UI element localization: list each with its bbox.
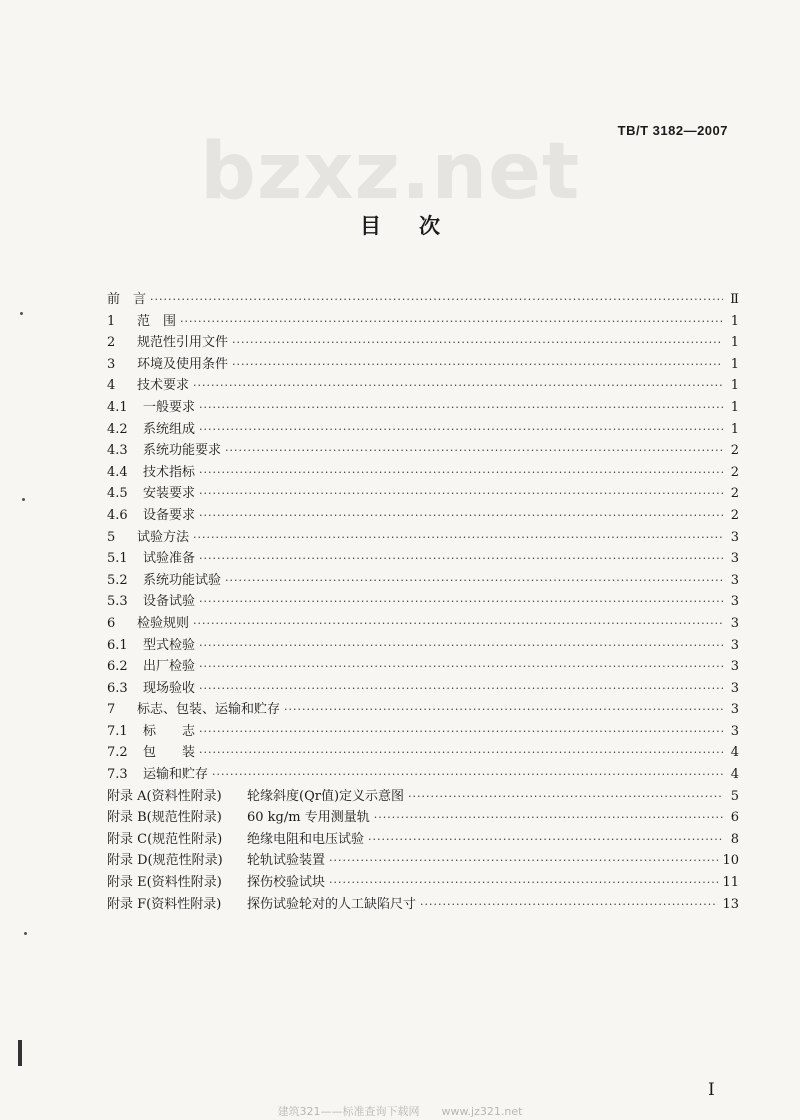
dot-leader xyxy=(199,746,723,759)
toc-entry-number: 1 xyxy=(107,313,116,329)
toc-entry-number: 5.3 xyxy=(107,594,128,610)
table-of-contents xyxy=(107,288,739,914)
toc-entry-number: 4 xyxy=(107,378,116,394)
toc-entry[interactable] xyxy=(107,590,739,612)
toc-entry[interactable] xyxy=(107,677,739,699)
dot-leader xyxy=(150,293,723,306)
toc-entry-page: 3 xyxy=(730,702,739,718)
toc-entry-label: 规范性引用文件 xyxy=(137,335,229,351)
toc-entry[interactable] xyxy=(107,828,739,850)
toc-entry-page: 11 xyxy=(722,875,739,891)
toc-entry-label: 前 言 xyxy=(107,292,147,307)
toc-entry[interactable] xyxy=(107,612,739,634)
toc-entry-label: 标 志 xyxy=(143,723,196,739)
toc-entry-label: 型式检验 xyxy=(143,637,196,653)
toc-entry-page: 1 xyxy=(730,356,739,372)
toc-entry-label: 探伤试验轮对的人工缺陷尺寸 xyxy=(247,896,417,912)
toc-entry-number: 附录 B(规范性附录) xyxy=(107,810,222,826)
toc-entry-label: 技术要求 xyxy=(137,378,190,394)
dot-leader xyxy=(193,617,723,630)
toc-entry-page: 3 xyxy=(730,723,739,739)
toc-entry[interactable] xyxy=(107,720,739,742)
toc-entry-page: 2 xyxy=(730,486,739,502)
toc-entry-number: 4.3 xyxy=(107,443,128,459)
toc-entry-page: 1 xyxy=(730,378,739,394)
page-number: I xyxy=(708,1080,715,1100)
scan-edge-mark xyxy=(18,1040,22,1066)
dot-leader xyxy=(199,423,723,436)
dot-leader xyxy=(374,811,723,824)
toc-entry-label: 轮轨试验装置 xyxy=(247,853,326,869)
toc-entry[interactable] xyxy=(107,634,739,656)
toc-entry[interactable] xyxy=(107,353,739,375)
toc-entry-number: 6.3 xyxy=(107,680,128,696)
dot-leader xyxy=(199,401,723,414)
toc-entry-page: 1 xyxy=(730,421,739,437)
toc-entry-number: 7.2 xyxy=(107,745,128,761)
toc-entry[interactable] xyxy=(107,482,739,504)
toc-entry-label: 60 kg/m 专用测量轨 xyxy=(247,810,370,826)
toc-entry-number: 4.5 xyxy=(107,486,128,502)
dot-leader xyxy=(199,639,723,652)
dot-leader xyxy=(420,898,718,911)
toc-entry-number: 4.4 xyxy=(107,464,128,480)
dot-leader xyxy=(180,315,723,328)
toc-entry[interactable] xyxy=(107,785,739,807)
toc-entry-number: 5.1 xyxy=(107,551,128,567)
dot-leader xyxy=(199,552,723,565)
toc-entry-number: 附录 D(规范性附录) xyxy=(107,853,223,869)
toc-entry-label: 运输和贮存 xyxy=(143,767,209,783)
dot-leader xyxy=(368,833,723,846)
toc-entry-page: 2 xyxy=(730,464,739,480)
toc-entry[interactable] xyxy=(107,504,739,526)
dot-leader xyxy=(199,595,723,608)
dot-leader xyxy=(225,574,723,587)
toc-entry-number: 7 xyxy=(107,702,116,718)
dot-leader xyxy=(284,703,723,716)
footer-watermark: 建筑321——标准查询下载网 www.jz321.net xyxy=(277,1105,523,1118)
toc-entry-page: 3 xyxy=(730,551,739,567)
toc-entry-page: 3 xyxy=(730,659,739,675)
dot-leader xyxy=(408,790,723,803)
toc-entry[interactable] xyxy=(107,849,739,871)
toc-entry[interactable] xyxy=(107,310,739,332)
toc-entry-label: 系统功能要求 xyxy=(143,443,222,459)
toc-entry[interactable] xyxy=(107,288,739,310)
dot-leader xyxy=(193,531,723,544)
toc-entry-number: 7.3 xyxy=(107,767,128,783)
toc-entry-label: 一般要求 xyxy=(143,399,196,415)
toc-entry-page: 1 xyxy=(730,335,739,351)
toc-entry[interactable] xyxy=(107,698,739,720)
toc-entry-number: 3 xyxy=(107,356,116,372)
toc-entry[interactable] xyxy=(107,374,739,396)
toc-entry[interactable] xyxy=(107,741,739,763)
toc-entry[interactable] xyxy=(107,655,739,677)
toc-entry-label: 设备要求 xyxy=(143,507,196,523)
toc-entry-label: 安装要求 xyxy=(143,486,196,502)
dot-leader xyxy=(329,854,718,867)
dot-leader xyxy=(212,768,723,781)
toc-entry-label: 系统组成 xyxy=(143,421,196,437)
toc-entry-label: 包 装 xyxy=(143,745,196,761)
standard-code: TB/T 3182—2007 xyxy=(617,123,728,138)
toc-entry-page: 1 xyxy=(730,399,739,415)
toc-entry-number: 7.1 xyxy=(107,723,128,739)
toc-entry-page: 13 xyxy=(722,896,739,912)
toc-entry-page: 3 xyxy=(730,680,739,696)
dot-leader xyxy=(329,876,718,889)
toc-entry-number: 5 xyxy=(107,529,116,545)
dot-leader xyxy=(199,682,723,695)
toc-entry-page: 3 xyxy=(730,637,739,653)
toc-entry-number: 4.6 xyxy=(107,507,128,523)
toc-entry-label: 标志、包装、运输和贮存 xyxy=(137,702,281,718)
toc-entry-number: 6.2 xyxy=(107,659,128,675)
toc-entry[interactable] xyxy=(107,871,739,893)
toc-entry-label: 探伤校验试块 xyxy=(247,875,326,891)
toc-entry-page: 1 xyxy=(730,313,739,329)
toc-entry-page: 2 xyxy=(730,507,739,523)
toc-entry[interactable] xyxy=(107,439,739,461)
dot-leader xyxy=(199,509,723,522)
toc-entry-page: 3 xyxy=(730,594,739,610)
toc-entry-number: 附录 E(资料性附录) xyxy=(107,875,222,891)
toc-entry-number: 4.2 xyxy=(107,421,128,437)
toc-entry-label: 环境及使用条件 xyxy=(137,356,229,372)
toc-entry-label: 技术指标 xyxy=(143,464,196,480)
toc-entry[interactable] xyxy=(107,526,739,548)
toc-entry-page: 2 xyxy=(730,443,739,459)
toc-entry[interactable] xyxy=(107,331,739,353)
toc-entry[interactable] xyxy=(107,461,739,483)
toc-entry[interactable] xyxy=(107,396,739,418)
toc-entry-number: 2 xyxy=(107,335,116,351)
toc-entry-page: 4 xyxy=(730,745,739,761)
toc-entry-page: Ⅱ xyxy=(730,292,739,307)
toc-entry[interactable] xyxy=(107,418,739,440)
toc-entry-label: 现场验收 xyxy=(143,680,196,696)
dot-leader xyxy=(225,444,723,457)
toc-entry[interactable] xyxy=(107,806,739,828)
toc-entry-page: 3 xyxy=(730,529,739,545)
title-char-1: 目 xyxy=(360,213,381,238)
dot-leader xyxy=(232,336,723,349)
dot-leader xyxy=(232,358,723,371)
toc-entry-page: 5 xyxy=(730,788,739,804)
toc-entry[interactable] xyxy=(107,893,739,915)
toc-entry-number: 附录 C(规范性附录) xyxy=(107,831,223,847)
dot-leader xyxy=(199,725,723,738)
toc-entry-number: 5.2 xyxy=(107,572,128,588)
toc-entry-page: 3 xyxy=(730,572,739,588)
toc-entry-label: 绝缘电阻和电压试验 xyxy=(247,831,365,847)
toc-entry-label: 系统功能试验 xyxy=(143,572,222,588)
toc-entry-number: 4.1 xyxy=(107,399,128,415)
toc-entry-number: 6.1 xyxy=(107,637,128,653)
dot-leader xyxy=(199,660,723,673)
toc-entry-number: 附录 A(资料性附录) xyxy=(107,788,222,804)
toc-entry-label: 试验方法 xyxy=(137,529,190,545)
toc-entry-page: 6 xyxy=(730,810,739,826)
title-char-2: 次 xyxy=(419,213,440,238)
toc-entry-page: 4 xyxy=(730,767,739,783)
toc-entry-number: 附录 F(资料性附录) xyxy=(107,896,222,912)
toc-entry-label: 检验规则 xyxy=(137,615,190,631)
toc-entry-label: 出厂检验 xyxy=(143,659,196,675)
dot-leader xyxy=(193,379,723,392)
toc-entry-label: 设备试验 xyxy=(143,594,196,610)
toc-entry[interactable] xyxy=(107,569,739,591)
toc-entry-page: 8 xyxy=(730,831,739,847)
toc-entry[interactable] xyxy=(107,763,739,785)
watermark: bzxz.net xyxy=(200,127,581,217)
toc-entry-label: 试验准备 xyxy=(143,551,196,567)
toc-entry-label: 轮缘斜度(Qr值)定义示意图 xyxy=(247,788,405,804)
page-title xyxy=(0,210,800,240)
dot-leader xyxy=(199,487,723,500)
dot-leader xyxy=(199,466,723,479)
toc-entry-label: 范 围 xyxy=(137,313,177,329)
toc-entry-number: 6 xyxy=(107,615,116,631)
toc-entry-page: 10 xyxy=(722,853,739,869)
toc-entry[interactable] xyxy=(107,547,739,569)
toc-entry-page: 3 xyxy=(730,615,739,631)
